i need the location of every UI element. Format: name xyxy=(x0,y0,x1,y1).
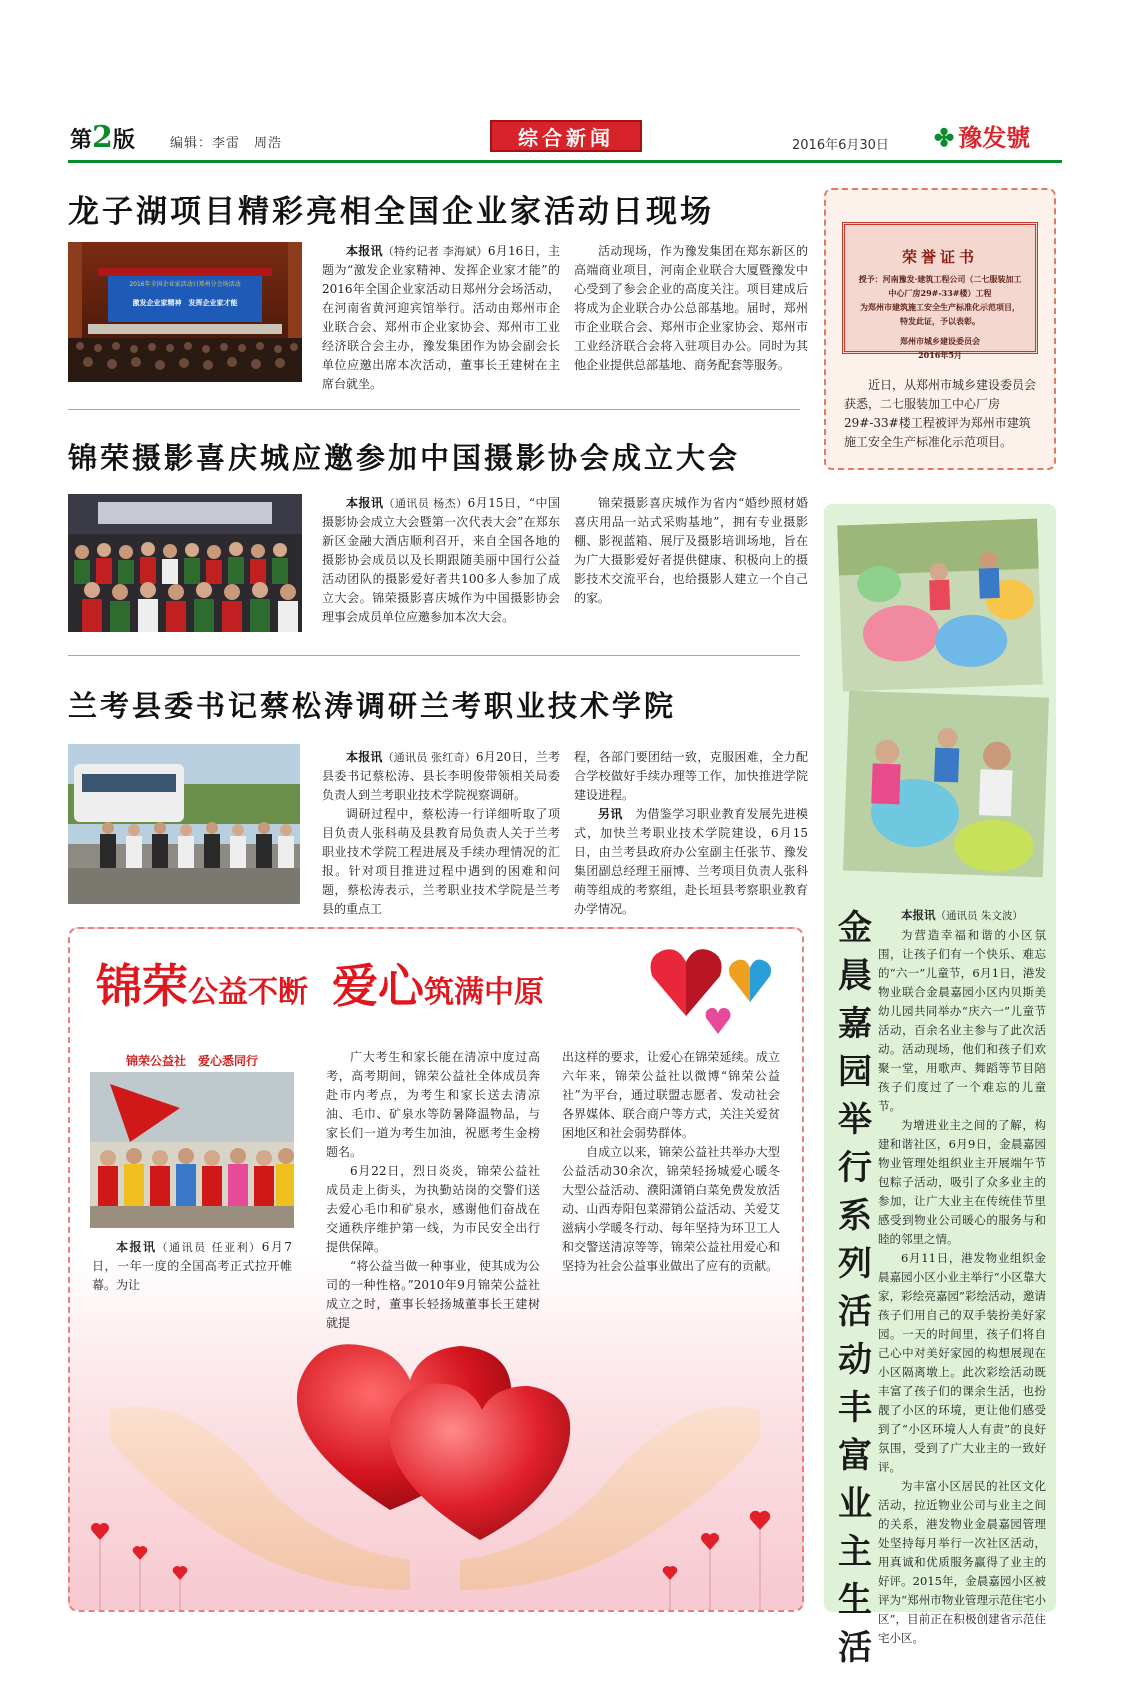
clover-icon: ✤ xyxy=(934,123,955,152)
editor-credit: 编辑：李雷 周浩 xyxy=(170,136,283,151)
feature-col3: 出这样的要求，让爱心在锦荣延续。成立六年来，锦荣公益社以微博“锦荣公益社”为平台，通过联盟志愿者、发动社会各界媒体、联合商户等方式，关注关爱贫困地区和社会弱势群体。 自成立以来，锦荣公益社共举办大型公益活动30余次，锦荣轻扬城爱心暖冬大型公益活动、濮阳潇销白菜免费发放活动、山西寿阳包菜滞销公益活动、关爱艾滋病小学暖冬行动、每年坚持为环卫工人和交警送清凉等等，锦荣公益社用爱心和坚持为社会公益事业做出了应有的贡献。 xyxy=(562,1050,780,1273)
article3-headline: 兰考县委书记蔡松涛调研兰考职业技术学院 xyxy=(68,689,677,723)
article3-col2: 程，各部门要团结一致，克服困难，全力配合学校做好手续办理等工作，加快推进学院建设进程。 另讯 为借鉴学习职业教育发展先进模式，加快兰考职业技术学院建设，6月15日，由兰考县政府办公室副主任张节、豫发集团副总经理王丽博、兰考项目负责人张科萌等组成的考察组，赴长垣县考察职业教育办学情况。 xyxy=(574,750,808,916)
separator xyxy=(68,409,800,410)
feature-photo xyxy=(90,1048,294,1228)
article3-photo xyxy=(68,744,300,904)
article2-col1: 本报讯（通讯员 杨杰）6月15日，“中国摄影协会成立大会暨第一次代表大会”在郑东新区金融大酒店顺利召开，来自全国各地的摄影协会成员以及长期跟随美丽中国行公益活动团队的摄影爱好者共100多人参加了成立大会。锦荣摄影喜庆城作为中国摄影协会理事会成员单位应邀参加本次大会。 xyxy=(322,496,560,624)
feature-col2: 广大考生和家长能在清凉中度过高考，高考期间，锦荣公益社全体成员奔赴市内考点，为考生和家长送去清凉油、毛巾、矿泉水等防暑降温物品，与家长们一道为考生加油，祝愿考生金榜题名。 6月22日，烈日炎炎，锦荣公益社成员走上街头，为执勤站岗的交警们送去爱心毛巾和矿泉水，感谢他们奋战在交通秩序维护第一线，为市民安全出行提供保障。 “将公益当做一种事业，使其成为公司的一种性格。”2010年9月锦荣公益社成立之时，董事长轻扬城董事长王建树就提 xyxy=(326,1050,540,1330)
side-photo-1 xyxy=(837,519,1043,692)
brand-logo: ✤ 豫发號 xyxy=(934,123,1031,152)
feature-photo-banner: 锦荣公益社 爱心悉同行 xyxy=(125,1054,258,1068)
separator xyxy=(68,655,800,656)
article2-photo xyxy=(68,494,302,632)
article1-photo-slogan: 激发企业家精神 发挥企业家才能 xyxy=(132,299,238,307)
certificate-caption: 近日，从郑州市城乡建设委员会获悉，二七服装加工中心厂房29#-33#楼工程被评为郑州市建筑施工安全生产标准化示范项目。 xyxy=(844,378,1037,449)
feature-title: 锦荣公益不断 爱心筑满中原 xyxy=(96,959,544,1013)
article1-col1: 本报讯（特约记者 李海斌）6月16日，主题为“激发企业家精神、发挥企业家才能”的2016年全国企业家活动日郑州分会场活动，在河南省黄河迎宾馆举行。活动由郑州市企业联合会、郑州市企业家协会、郑州市工业经济联合会主办，豫发集团作为协会副会长单位应邀出席本次活动，董事长王建树在主席台就坐。 xyxy=(322,244,560,391)
side-photo-2 xyxy=(843,691,1049,878)
hearts-decoration-icon xyxy=(646,936,796,1036)
header-rule xyxy=(68,160,1062,163)
issue-date: 2016年6月30日 xyxy=(792,138,889,153)
hearts-hands-illustration xyxy=(70,1290,802,1610)
article1-col2: 活动现场，作为豫发集团在郑东新区的高端商业项目，河南企业联合大厦暨豫发中心受到了参会企业的高度关注。项目建成后将成为企业联合办公总部基地。届时，郑州市企业联合会、郑州市企业家协会、郑州市工业经济联合会将入驻项目办公。同时为其他企业提供总部基地、商务配套等服务。 xyxy=(574,244,808,372)
feature-lead: 本报讯（通讯员 任亚利）6月7日，一年一度的全国高考正式拉开帷幕。为让 xyxy=(92,1240,292,1292)
article2-col2: 锦荣摄影喜庆城作为省内“婚纱照材婚喜庆用品一站式采购基地”，拥有专业摄影棚、影视蓝箱、展厅及摄影培训场地，旨在为广大摄影爱好者提供健康、积极向上的摄影技术交流平台，也给摄影人建立一个自己的家。 xyxy=(574,496,808,605)
article3-col1: 本报讯（通讯员 张红奇）6月20日，兰考县委书记蔡松涛、县长李明俊带领相关局委负责人到兰考职业技术学院视察调研。 调研过程中，蔡松涛一行详细听取了项目负责人张科萌及县教育局负责人关于兰考职业技术学院工程进展及手续办理情况的汇报。针对项目推进过程中遇到的困难和问题，蔡松涛表示，兰考职业技术学院是兰考县的重点工 xyxy=(322,750,561,916)
edition-number: 第2版 xyxy=(70,120,135,155)
article2-headline: 锦荣摄影喜庆城应邀参加中国摄影协会成立大会 xyxy=(68,441,741,475)
section-title: 综合新闻 xyxy=(490,120,642,152)
article1-headline: 龙子湖项目精彩亮相全国企业家活动日现场 xyxy=(68,194,714,230)
certificate-title: 荣誉证书 xyxy=(901,248,978,266)
certificate-text: 授予：河南豫发·建筑工程公司（二七服装加工中心厂房29#-33#楼）工程 为郑州市建筑施工安全生产标准化示范项目，特发此证，予以表彰。 郑州市城乡建设委员会 2016年5月 xyxy=(858,274,1022,360)
article1-photo xyxy=(68,242,302,382)
article1-photo-banner: 2016年全国企业家活动日郑州分会场活动 xyxy=(129,281,241,288)
side-vertical-title: 金晨嘉园举行系列活动丰富业主生活 xyxy=(838,908,872,1668)
side-article: 本报讯（通讯员 朱文波） 为营造幸福和谐的小区氛围，让孩子们有一个快乐、难忘的“六一”儿童节，6月1日，港发物业联合金晨嘉园小区内贝斯美幼儿园共同举办“庆六一”儿童节活动，百余名业主参与了此次活动。活动现场，他们和孩子们欢聚一堂，用歌声、舞蹈等节目陪孩子们度过了一个难忘的儿童节。 为增进业主之间的了解，构建和谐社区，6月9日，金晨嘉园物业管理处组织业主开展端午节包粽子活动，吸引了众多业主的参加，让广大业主在传统佳节里感受到物业公司暖心的服务与和睦的邻里之情。 6月11日，港发物业组织金晨嘉园小区小业主举行“小区靠大家，彩绘亮嘉园”彩绘活动，邀请孩子们用自己的双手装扮美好家园。一天的时间里，孩子们将自己心中对美好家园的构想展现在小区隔离墩上。此次彩绘活动既丰富了孩子们的课余生活，也扮靓了小区的环境，更让他们感受到了“小区环境人人有责”的良好氛围，受到了广大业主的一致好评。 为丰富小区居民的社区文化活动，拉近物业公司与业主之间的关系，港发物业金晨嘉园管理处坚持每月举行一次社区活动，用真诚和优质服务赢得了业主的好评。2015年，金晨嘉园小区被评为“郑州市物业管理示范住宅小区”，目前正在积极创建省示范住宅小区。 xyxy=(878,908,1046,1645)
